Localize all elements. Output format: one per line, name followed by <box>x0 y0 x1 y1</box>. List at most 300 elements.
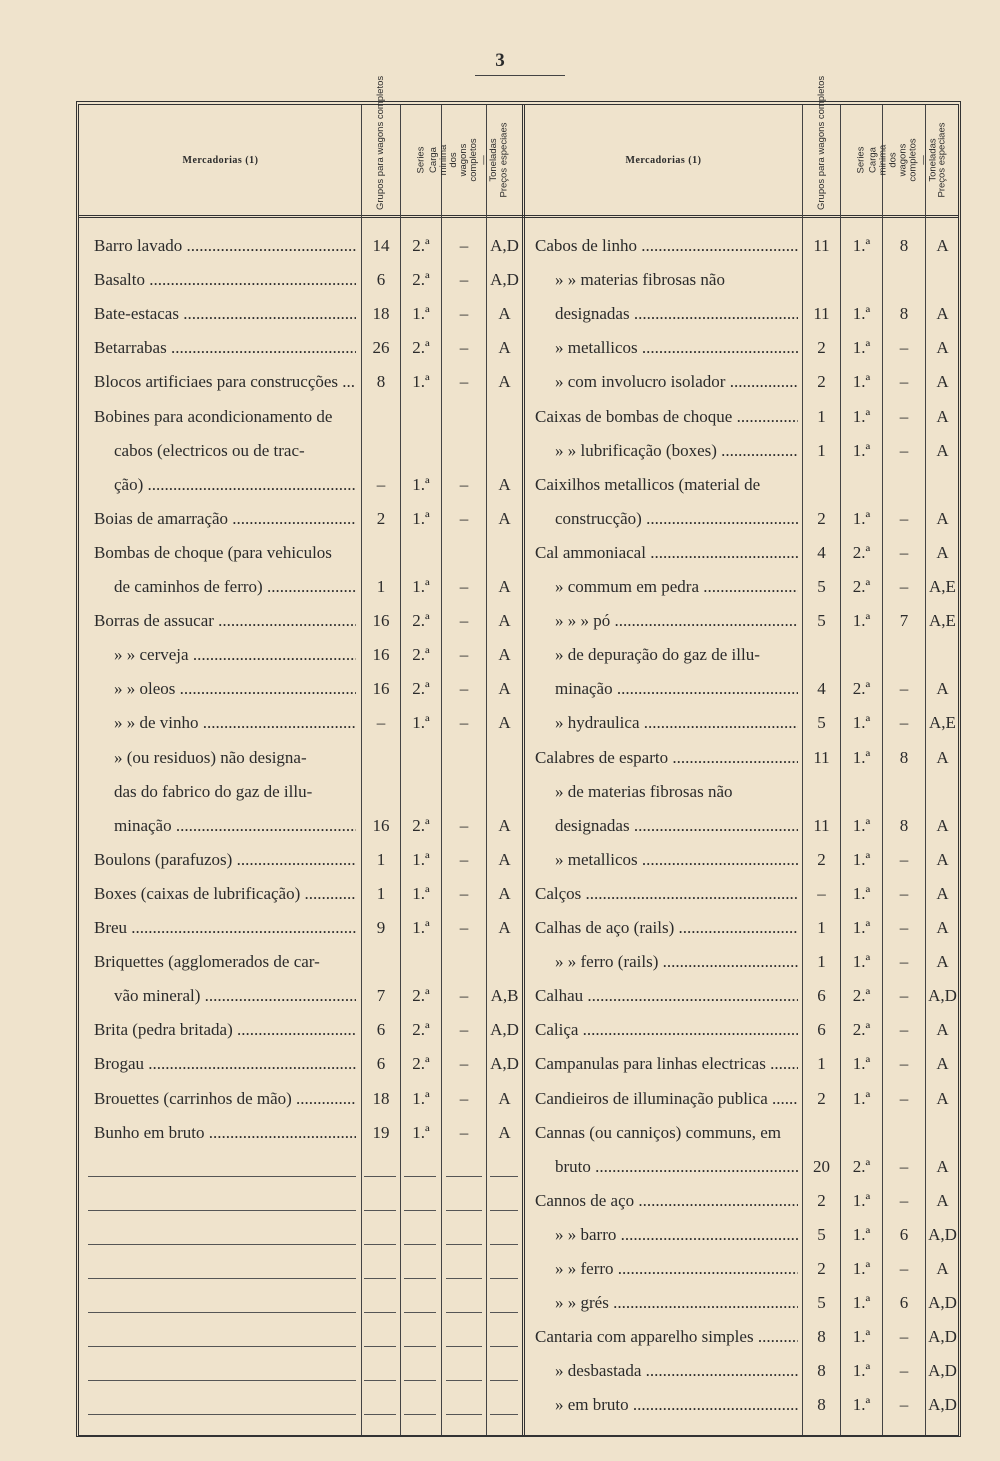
special-price-value: A,D <box>490 236 519 255</box>
special-price-value: A,D <box>490 1054 519 1074</box>
merchandise-label: Calhas de aço (rails) ..... <box>535 911 798 945</box>
group-value: 6 <box>817 1020 826 1040</box>
min-load-value: – <box>459 372 469 392</box>
min-load-value: – <box>459 883 469 903</box>
min-load-value: – <box>899 1395 909 1415</box>
min-load-value: – <box>899 1259 909 1278</box>
merchandise-label: » metallicos ..... <box>555 843 798 877</box>
merchandise-label: » » » pó ..... <box>555 604 798 638</box>
group-value: 19 <box>372 1122 390 1142</box>
group-value: 11 <box>813 747 830 767</box>
group-value: 11 <box>813 236 830 255</box>
special-price-value: A <box>936 1190 949 1210</box>
merchandise-label: Cannos de aço ..... <box>535 1184 798 1218</box>
merchandise-label: Bobines para acondicionamento de <box>94 406 333 426</box>
header-grupos-right: Grupos para wagons completos <box>815 75 827 210</box>
header-carga-left: Carga minima dos wagons completos—Toneladas <box>428 138 499 182</box>
special-price-value: A <box>498 1088 511 1108</box>
special-price-value: A <box>498 918 511 937</box>
special-price-value: A,D <box>928 1361 957 1381</box>
min-load-value: – <box>899 918 909 937</box>
blank-rule <box>404 1244 436 1245</box>
min-load-value: – <box>899 679 909 699</box>
merchandise-label: Cantaria com apparelho simples ..... <box>535 1320 798 1354</box>
blank-rule <box>490 1244 518 1245</box>
group-value: 6 <box>817 986 826 1006</box>
series-value: 1.ª <box>852 406 871 426</box>
min-load-value: – <box>459 270 469 290</box>
series-value: 2.ª <box>852 679 871 699</box>
min-load-value: – <box>899 1327 909 1347</box>
series-value: 2.ª <box>412 236 430 255</box>
merchandise-label: » com involucro isolador ..... <box>555 365 798 399</box>
group-value: 16 <box>372 645 390 665</box>
min-load-value: – <box>899 849 909 869</box>
special-price-value: A <box>936 508 949 528</box>
group-value: 11 <box>813 304 830 324</box>
merchandise-label: ção) ..... <box>114 468 356 502</box>
special-price-value: A <box>936 1088 949 1108</box>
series-value: 1.ª <box>852 1395 871 1415</box>
series-value: 1.ª <box>852 1259 871 1278</box>
min-load-value: – <box>899 577 909 596</box>
special-price-value: A,D <box>490 1020 519 1040</box>
min-load-value: – <box>459 918 469 937</box>
min-load-value: – <box>459 474 469 494</box>
blank-rule <box>364 1380 396 1381</box>
group-value: 2 <box>817 338 826 358</box>
blank-rule <box>88 1380 356 1381</box>
blank-rule <box>446 1312 482 1313</box>
group-value: 4 <box>817 542 826 562</box>
min-load-value: – <box>459 645 469 665</box>
series-value: 2.ª <box>852 542 871 562</box>
group-value: 20 <box>813 1156 830 1176</box>
blank-rule <box>364 1346 396 1347</box>
special-price-value: A <box>498 611 511 631</box>
special-price-value: A <box>498 849 511 869</box>
min-load-value: – <box>899 1190 909 1210</box>
series-value: 2.ª <box>852 1156 871 1176</box>
series-value: 1.ª <box>412 474 430 494</box>
min-load-value: – <box>899 542 909 562</box>
min-load-value: – <box>459 304 469 324</box>
center-divider <box>522 105 525 1435</box>
merchandise-label: Candieiros de illuminação publica ..... <box>535 1082 798 1116</box>
merchandise-label: das do fabrico do gaz de illu- <box>114 781 313 801</box>
min-load-value: – <box>899 883 909 903</box>
series-value: 2.ª <box>412 338 430 358</box>
blank-rule <box>490 1278 518 1279</box>
special-price-value: A <box>936 679 949 699</box>
blank-rule <box>404 1312 436 1313</box>
blank-rule <box>364 1176 396 1177</box>
min-load-value: – <box>899 1088 909 1108</box>
min-load-value: 8 <box>899 747 909 767</box>
blank-rule <box>446 1210 482 1211</box>
group-value: 5 <box>817 611 826 631</box>
merchandise-label: » (ou residuos) não designa- <box>114 747 307 767</box>
merchandise-label: Caliça ..... <box>535 1013 798 1047</box>
min-load-value: – <box>459 236 469 255</box>
merchandise-label: construcção) ..... <box>555 502 798 536</box>
merchandise-label: » desbastada ..... <box>555 1354 798 1388</box>
series-value: 1.ª <box>852 1293 871 1313</box>
series-value: 1.ª <box>852 1088 871 1108</box>
header-mercadorias-left: Mercadorias (1) <box>182 154 259 166</box>
special-price-value: A <box>936 1259 949 1278</box>
series-value: 1.ª <box>852 747 871 767</box>
page-number: 3 <box>495 50 505 71</box>
special-price-value: A <box>936 747 949 767</box>
merchandise-label: Bate-estacas ..... <box>94 297 356 331</box>
min-load-value: – <box>459 679 469 699</box>
group-value: 5 <box>817 713 826 733</box>
merchandise-label: Bunho em bruto ..... <box>94 1116 356 1150</box>
special-price-value: A <box>498 304 511 324</box>
merchandise-label: Campanulas para linhas electricas ..... <box>535 1047 798 1081</box>
merchandise-label: vão mineral) ..... <box>114 979 356 1013</box>
group-value: 6 <box>376 270 386 290</box>
min-load-value: – <box>899 952 909 972</box>
series-value: 1.ª <box>412 1122 430 1142</box>
special-price-value: A <box>936 338 949 358</box>
series-value: 1.ª <box>852 1361 871 1381</box>
series-value: 1.ª <box>852 952 871 972</box>
series-value: 1.ª <box>412 883 430 903</box>
group-value: – <box>376 713 386 733</box>
series-value: 2.ª <box>852 577 871 596</box>
series-value: 1.ª <box>412 918 430 937</box>
special-price-value: A <box>498 1122 511 1142</box>
series-value: 1.ª <box>852 1327 871 1347</box>
group-value: 6 <box>376 1020 386 1040</box>
header-carga-right: Carga minima dos wagons completos—Toneladas <box>868 138 939 182</box>
blank-rule <box>404 1346 436 1347</box>
series-value: 1.ª <box>412 304 430 324</box>
special-price-value: A <box>498 508 511 528</box>
min-load-value: 6 <box>899 1293 909 1313</box>
merchandise-label: » » ferro ..... <box>555 1252 798 1286</box>
merchandise-label: Borras de assucar ..... <box>94 604 356 638</box>
min-load-value: – <box>459 1020 469 1040</box>
special-price-value: A <box>936 849 949 869</box>
series-value: 1.ª <box>412 577 430 596</box>
blank-rule <box>446 1176 482 1177</box>
header-series-right: Series <box>855 146 867 174</box>
series-value: 2.ª <box>412 611 430 631</box>
merchandise-label: Bombas de choque (para vehiculos <box>94 542 332 562</box>
merchandise-label: Calabres de esparto ..... <box>535 741 798 775</box>
min-load-value: – <box>459 1122 469 1142</box>
group-value: 8 <box>817 1395 826 1415</box>
series-value: 1.ª <box>852 883 871 903</box>
blank-rule <box>364 1278 396 1279</box>
special-price-value: A <box>936 236 949 255</box>
merchandise-label: designadas ..... <box>555 809 798 843</box>
special-price-value: A <box>498 645 511 665</box>
group-value: 18 <box>372 304 390 324</box>
group-value: 4 <box>817 679 826 699</box>
min-load-value: 7 <box>899 611 909 631</box>
series-value: 1.ª <box>852 713 871 733</box>
series-value: 2.ª <box>412 986 430 1006</box>
merchandise-label: bruto ..... <box>555 1150 798 1184</box>
min-load-value: – <box>899 338 909 358</box>
blank-rule <box>446 1244 482 1245</box>
merchandise-label: Caixilhos metallicos (material de <box>535 474 761 494</box>
special-price-value: A <box>498 474 511 494</box>
special-price-value: A,D <box>928 1293 957 1313</box>
merchandise-label: » » grés ..... <box>555 1286 798 1320</box>
blank-rule <box>364 1312 396 1313</box>
blank-rule <box>446 1346 482 1347</box>
special-price-value: A,B <box>490 986 519 1006</box>
header-grupos-left: Grupos para wagons completos <box>375 75 386 210</box>
merchandise-label: » » de vinho ..... <box>114 706 356 740</box>
min-load-value: 8 <box>899 236 909 255</box>
special-price-value: A,E <box>929 577 956 596</box>
group-value: 6 <box>376 1054 386 1074</box>
group-value: 8 <box>376 372 386 392</box>
min-load-value: – <box>899 1156 909 1176</box>
min-load-value: – <box>459 1088 469 1108</box>
blank-rule <box>88 1346 356 1347</box>
group-value: 1 <box>817 1054 826 1074</box>
header-series-left: Series <box>415 146 426 174</box>
min-load-value: – <box>899 508 909 528</box>
blank-rule <box>446 1414 482 1415</box>
series-value: 1.ª <box>852 236 871 255</box>
merchandise-label: designadas ..... <box>555 297 798 331</box>
merchandise-label: minação ..... <box>555 672 798 706</box>
merchandise-label: Calhau ..... <box>535 979 798 1013</box>
merchandise-label: Blocos artificiaes para construcções ..... <box>94 365 356 399</box>
group-value: 8 <box>817 1327 826 1347</box>
series-value: 1.ª <box>852 918 871 937</box>
group-value: 1 <box>817 952 826 972</box>
merchandise-label: Barro lavado ..... <box>94 229 356 263</box>
merchandise-label: Breu ..... <box>94 911 356 945</box>
merchandise-label: » » lubrificação (boxes) ..... <box>555 434 798 468</box>
page-number-rule <box>475 75 565 76</box>
blank-rule <box>490 1346 518 1347</box>
group-value: – <box>376 474 386 494</box>
min-load-value: – <box>899 713 909 733</box>
min-load-value: – <box>459 986 469 1006</box>
merchandise-label: de caminhos de ferro) ..... <box>114 570 356 604</box>
special-price-value: A <box>498 883 511 903</box>
series-value: 1.ª <box>852 1054 871 1074</box>
merchandise-label: » de materias fibrosas não <box>555 781 733 801</box>
special-price-value: A,E <box>929 713 956 733</box>
special-price-value: A,D <box>490 270 519 290</box>
special-price-value: A <box>936 1054 949 1074</box>
min-load-value: 6 <box>899 1224 909 1244</box>
group-value: 2 <box>817 508 826 528</box>
blank-rule <box>88 1210 356 1211</box>
special-price-value: A <box>936 918 949 937</box>
blank-rule <box>88 1278 356 1279</box>
series-value: 1.ª <box>412 849 430 869</box>
series-value: 2.ª <box>412 815 430 835</box>
merchandise-label: » commum em pedra ..... <box>555 570 798 604</box>
merchandise-label: Briquettes (agglomerados de car- <box>94 952 320 972</box>
group-value: 16 <box>372 815 390 835</box>
merchandise-label: Brouettes (carrinhos de mão) ..... <box>94 1082 356 1116</box>
merchandise-label: » de depuração do gaz de illu- <box>555 645 760 665</box>
min-load-value: – <box>459 713 469 733</box>
merchandise-label: Boias de amarração ..... <box>94 502 356 536</box>
group-value: 5 <box>817 1224 826 1244</box>
special-price-value: A <box>936 406 949 426</box>
special-price-value: A <box>498 338 511 358</box>
special-price-value: A,D <box>928 1327 957 1347</box>
special-price-value: A,D <box>928 1395 957 1415</box>
series-value: 2.ª <box>412 679 430 699</box>
header-rule <box>78 215 959 218</box>
group-value: 1 <box>817 406 826 426</box>
group-value: 9 <box>376 918 386 937</box>
blank-rule <box>364 1244 396 1245</box>
min-load-value: – <box>459 577 469 596</box>
blank-rule <box>88 1414 356 1415</box>
blank-rule <box>364 1210 396 1211</box>
blank-rule <box>364 1414 396 1415</box>
merchandise-label: » hydraulica ..... <box>555 706 798 740</box>
special-price-value: A <box>498 577 511 596</box>
series-value: 2.ª <box>412 645 430 665</box>
group-value: 2 <box>817 849 826 869</box>
group-value: 1 <box>376 577 386 596</box>
min-load-value: – <box>899 1054 909 1074</box>
merchandise-label: » metallicos ..... <box>555 331 798 365</box>
special-price-value: A <box>498 372 511 392</box>
blank-rule <box>446 1380 482 1381</box>
merchandise-label: » em bruto ..... <box>555 1388 798 1422</box>
min-load-value: – <box>899 440 909 460</box>
merchandise-label: » » ferro (rails) ..... <box>555 945 798 979</box>
header-precos-right: Preços especiaes <box>936 122 948 198</box>
merchandise-label: Brogau ..... <box>94 1047 356 1081</box>
min-load-value: – <box>899 372 909 392</box>
blank-rule <box>404 1278 436 1279</box>
group-value: 2 <box>817 372 826 392</box>
special-price-value: A <box>936 1020 949 1040</box>
group-value: 16 <box>372 611 390 631</box>
group-value: 26 <box>372 338 390 358</box>
blank-rule <box>404 1380 436 1381</box>
merchandise-label: Cannas (ou canniços) communs, em <box>535 1122 781 1142</box>
group-value: 11 <box>813 815 830 835</box>
special-price-value: A <box>936 372 949 392</box>
special-price-value: A <box>498 713 511 733</box>
special-price-value: A <box>936 304 949 324</box>
merchandise-label: » » barro ..... <box>555 1218 798 1252</box>
group-value: 5 <box>817 1293 826 1313</box>
blank-rule <box>490 1414 518 1415</box>
blank-rule <box>490 1312 518 1313</box>
special-price-value: A <box>936 883 949 903</box>
header-mercadorias-right: Mercadorias (1) <box>625 154 702 166</box>
series-value: 2.ª <box>852 1020 871 1040</box>
merchandise-label: Calços ..... <box>535 877 798 911</box>
merchandise-label: Caixas de bombas de choque ..... <box>535 400 798 434</box>
min-load-value: – <box>459 611 469 631</box>
group-value: 5 <box>817 577 826 596</box>
series-value: 1.ª <box>852 1224 871 1244</box>
min-load-value: – <box>899 986 909 1006</box>
special-price-value: A <box>936 815 949 835</box>
header-precos-left: Preços especiaes <box>498 122 510 198</box>
blank-rule <box>404 1210 436 1211</box>
series-value: 2.ª <box>412 1054 430 1074</box>
special-price-value: A,E <box>929 611 956 631</box>
group-value: 2 <box>376 508 386 528</box>
min-load-value: 8 <box>899 815 909 835</box>
blank-rule <box>88 1312 356 1313</box>
blank-rule <box>490 1380 518 1381</box>
min-load-value: – <box>899 1020 909 1040</box>
min-load-value: – <box>459 1054 469 1074</box>
merchandise-label: Betarrabas ..... <box>94 331 356 365</box>
series-value: 2.ª <box>412 1020 430 1040</box>
min-load-value: – <box>459 508 469 528</box>
group-value: 1 <box>817 918 826 937</box>
min-load-value: – <box>459 849 469 869</box>
series-value: 1.ª <box>852 508 871 528</box>
group-value: 18 <box>372 1088 390 1108</box>
special-price-value: A <box>498 815 511 835</box>
group-value: 16 <box>372 679 390 699</box>
blank-rule <box>404 1176 436 1177</box>
series-value: 1.ª <box>852 611 871 631</box>
special-price-value: A <box>936 440 949 460</box>
min-load-value: – <box>899 1361 909 1381</box>
blank-rule <box>404 1414 436 1415</box>
series-value: 1.ª <box>852 338 871 358</box>
min-load-value: – <box>459 338 469 358</box>
special-price-value: A <box>936 1156 949 1176</box>
special-price-value: A <box>936 952 949 972</box>
group-value: 1 <box>817 440 826 460</box>
merchandise-label: cabos (electricos ou de trac- <box>114 440 305 460</box>
group-value: 2 <box>817 1088 826 1108</box>
series-value: 1.ª <box>412 372 430 392</box>
merchandise-label: » » cerveja ..... <box>114 638 356 672</box>
series-value: 1.ª <box>412 508 430 528</box>
series-value: 2.ª <box>412 270 430 290</box>
group-value: 7 <box>376 986 386 1006</box>
merchandise-label: Boxes (caixas de lubrificação) ..... <box>94 877 356 911</box>
series-value: 1.ª <box>852 815 871 835</box>
blank-rule <box>490 1210 518 1211</box>
blank-rule <box>88 1176 356 1177</box>
group-value: 2 <box>817 1259 826 1278</box>
group-value: – <box>817 883 826 903</box>
series-value: 1.ª <box>412 1088 430 1108</box>
series-value: 1.ª <box>852 304 871 324</box>
series-value: 2.ª <box>852 986 871 1006</box>
group-value: 1 <box>376 849 386 869</box>
series-value: 1.ª <box>852 440 871 460</box>
series-value: 1.ª <box>852 849 871 869</box>
min-load-value: 8 <box>899 304 909 324</box>
merchandise-label: Brita (pedra britada) ..... <box>94 1013 356 1047</box>
merchandise-label: Cabos de linho ..... <box>535 229 798 263</box>
min-load-value: – <box>899 406 909 426</box>
blank-rule <box>88 1244 356 1245</box>
